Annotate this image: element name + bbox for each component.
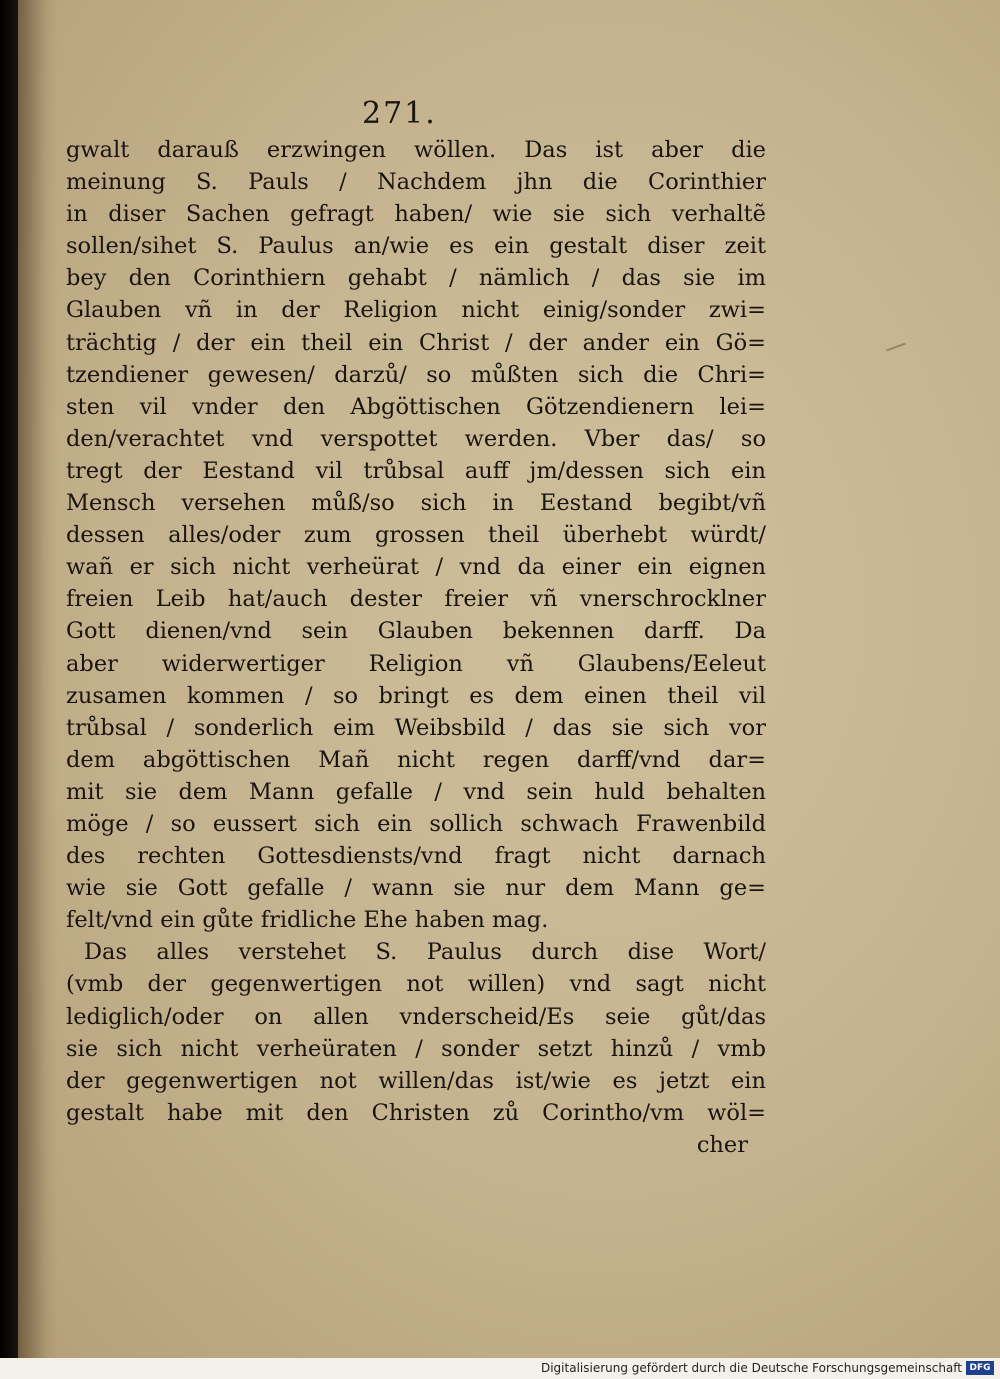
text-line: aber widerwertiger Religion vñ Glaubens/Eeleut: [66, 650, 766, 677]
footer-bar: [0, 1358, 1000, 1379]
catchword: cher: [696, 1131, 748, 1158]
page-number: 271.: [362, 96, 437, 131]
text-line: den/verachtet vnd verspottet werden. Vber das/ so: [66, 425, 766, 452]
dfg-logo-icon: DFG: [966, 1361, 994, 1375]
text-line: Gott dienen/vnd sein Glauben bekennen darff. Da: [66, 618, 766, 645]
body-text: [66, 134, 766, 1161]
text-line: wie sie Gott gefalle / wann sie nur dem Mann ge=: [66, 875, 766, 902]
text-line: tzendiener gewesen/ darzů/ so můßten sich die Chri=: [66, 361, 766, 388]
text-line: trůbsal / sonderlich eim Weibsbild / das sie sich vor: [66, 714, 766, 741]
text-line: des rechten Gottesdiensts/vnd fragt nicht darnach: [66, 843, 766, 870]
text-line: Mensch versehen můß/so sich in Eestand begibt/vñ: [66, 490, 766, 517]
text-line: sollen/sihet S. Paulus an/wie es ein gestalt diser zeit: [66, 233, 766, 260]
text-line: lediglich/oder on allen vnderscheid/Es seie gůt/das: [66, 1003, 766, 1030]
text-line: dem abgöttischen Mañ nicht regen darff/vnd dar=: [66, 746, 766, 773]
text-line: sten vil vnder den Abgöttischen Götzendienern lei=: [66, 393, 766, 420]
text-line: felt/vnd ein gůte fridliche Ehe haben mag.: [66, 907, 549, 934]
text-line: bey den Corinthiern gehabt / nämlich / das sie im: [66, 265, 766, 292]
scan-border: [0, 0, 18, 1358]
text-line: dessen alles/oder zum grossen theil überhebt würdt/: [66, 522, 766, 549]
text-line: wañ er sich nicht verheürat / vnd da einer ein eignen: [66, 554, 766, 581]
text-line: (vmb der gegenwertigen not willen) vnd sagt nicht: [66, 971, 766, 998]
text-line: mit sie dem Mann gefalle / vnd sein huld behalten: [66, 778, 766, 805]
text-line: Das alles verstehet S. Paulus durch dise Wort/: [84, 939, 766, 966]
text-line: möge / so eussert sich ein sollich schwach Frawenbild: [66, 810, 766, 837]
text-line: gestalt habe mit den Christen zů Corintho/vm wöl=: [66, 1099, 766, 1126]
margin-ink-mark: [886, 343, 905, 352]
text-line: sie sich nicht verheüraten / sonder setzt hinzů / vmb: [66, 1035, 766, 1062]
page-gutter-shadow: [18, 0, 58, 1358]
text-line: freien Leib hat/auch dester freier vñ vnerschrocklner: [66, 586, 766, 613]
text-line: zusamen kommen / so bringt es dem einen theil vil: [66, 682, 766, 709]
text-line: Glauben vñ in der Religion nicht einig/sonder zwi=: [66, 297, 766, 324]
book-page: [18, 0, 1000, 1358]
text-line: meinung S. Pauls / Nachdem jhn die Corinthier: [66, 169, 766, 196]
text-line: in diser Sachen gefragt haben/ wie sie sich verhaltẽ: [66, 201, 766, 228]
text-line: tregt der Eestand vil trůbsal auff jm/dessen sich ein: [66, 457, 766, 484]
text-line: gwalt darauß erzwingen wöllen. Das ist aber die: [66, 137, 766, 163]
funding-credit: Digitalisierung gefördert durch die Deutsche Forschungsgemeinschaft: [540, 1361, 962, 1375]
text-line: der gegenwertigen not willen/das ist/wie es jetzt ein: [66, 1067, 766, 1094]
text-line: trächtig / der ein theil ein Christ / der ander ein Gö=: [66, 329, 766, 356]
